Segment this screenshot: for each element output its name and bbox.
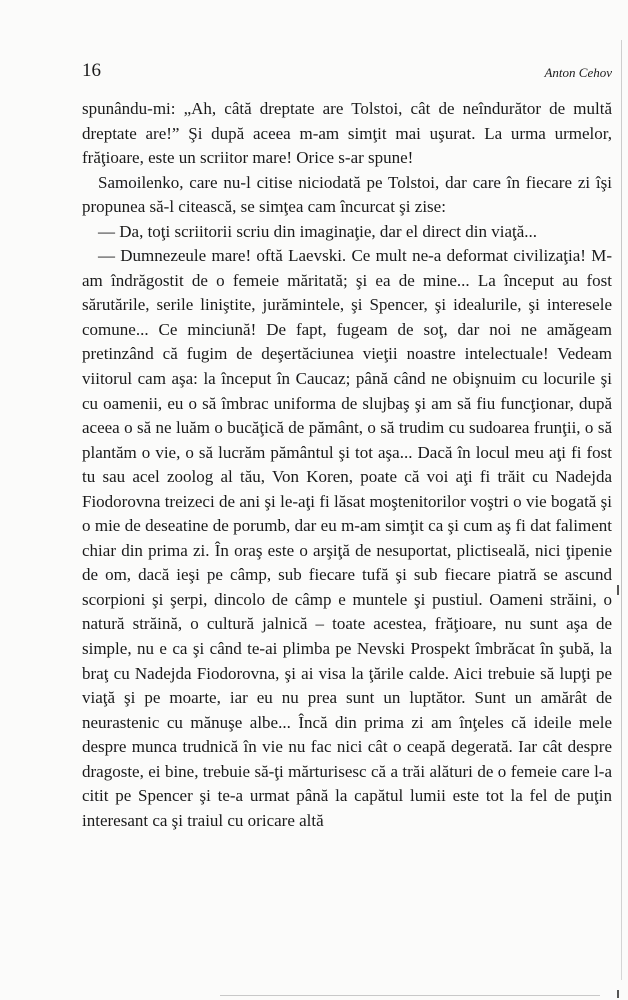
page-edge-mark (617, 585, 619, 595)
running-head-author: Anton Cehov (544, 65, 612, 80)
page-edge-mark (617, 990, 619, 998)
page-edge-line (621, 40, 622, 980)
page-header (82, 60, 612, 84)
page-bottom-edge (220, 995, 600, 996)
paragraph: spunându-mi: „Ah, câtă dreptate are Tolstoi, cât de neîndurător de multă dreptate are!” Şi după aceea m-am simţit mai uşurat. La urma urmelor, frăţioare, este un scriitor mare! Orice s-ar spune! (82, 99, 612, 168)
paragraph: — Da, toţi scriitorii scriu din imaginaţie, dar el direct din viaţă... (98, 221, 538, 241)
paragraph: Samoilenko, care nu-l citise niciodată pe Tolstoi, dar care în fiecare zi îşi propunea să-l citească, se simţea cam încurcat şi zise: (82, 172, 612, 217)
body-text (82, 97, 612, 833)
page-number: 16 (82, 60, 101, 81)
paragraph: — Dumnezeule mare! oftă Laevski. Ce mult ne-a deformat civilizaţia! M-am îndrăgostit de o femeie măritată; şi ea de mine... La început au fost sărutările, serile liniştite, jurămintele, şi Spencer, şi idealurile, şi interesele comune... Ce minciună! De fapt, fugeam de soţ, dar noi ne amăgeam pretinzând că fugim de deşertăciunea vieţii noastre intelectuale! Vedeam viitorul cam aşa: la început în Caucaz; până când ne obişnuim cu locurile şi cu oamenii, eu o să îmbrac uniforma de slujbaş şi am să fiu funcţionar, după aceea o să ne luăm o bucăţică de pământ, o să trudim cu sudoarea frunţii, o să plantăm o vie, o să lucrăm pământul şi tot aşa... Dacă în locul meu aţi fi fost tu sau acel zoolog al tău, Von Koren, poate că voi aţi fi trăit cu Nadejda Fiodorovna treizeci de ani şi le-aţi fi lăsat moştenitorilor voştri o vie bogată şi o mie de deseatine de porumb, dar eu m-am simţit ca şi cum aş fi dat faliment chiar din prima zi. În oraş este o arşiţă de nesuportat, plictiseală, nici ţipenie de om, dacă ieşi pe câmp, sub fiecare tufă şi sub fiecare piatră se ascund scorpioni şi şerpi, dincolo de câmp e muntele şi pustiul. Oameni străini, o natură străină, o cultură jalnică – toate acestea, frăţioare, nu sunt aşa de simple, nu e ca şi când te-ai plimba pe Nevski Prospekt îmbrăcat în şubă, la braţ cu Nadejda Fiodorovna, şi ai visa la ţările calde. Aici trebuie să lupţi pe viaţă şi pe moarte, iar eu nu prea sunt un luptător. Sunt un amărât de neurastenic cu mănuşe albe... Încă din prima zi am înţeles că ideile mele despre munca trudnică în vie nu fac nici cât o ceapă degerată. Iar cât despre dragoste, ei bine, trebuie să-ţi mărturisesc că a trăi alături de o femeie care l-a citit pe Spencer şi te-a urmat până la capătul lumii este tot la fel de puţin interesant ca şi traiul cu oricare altă (82, 246, 612, 830)
